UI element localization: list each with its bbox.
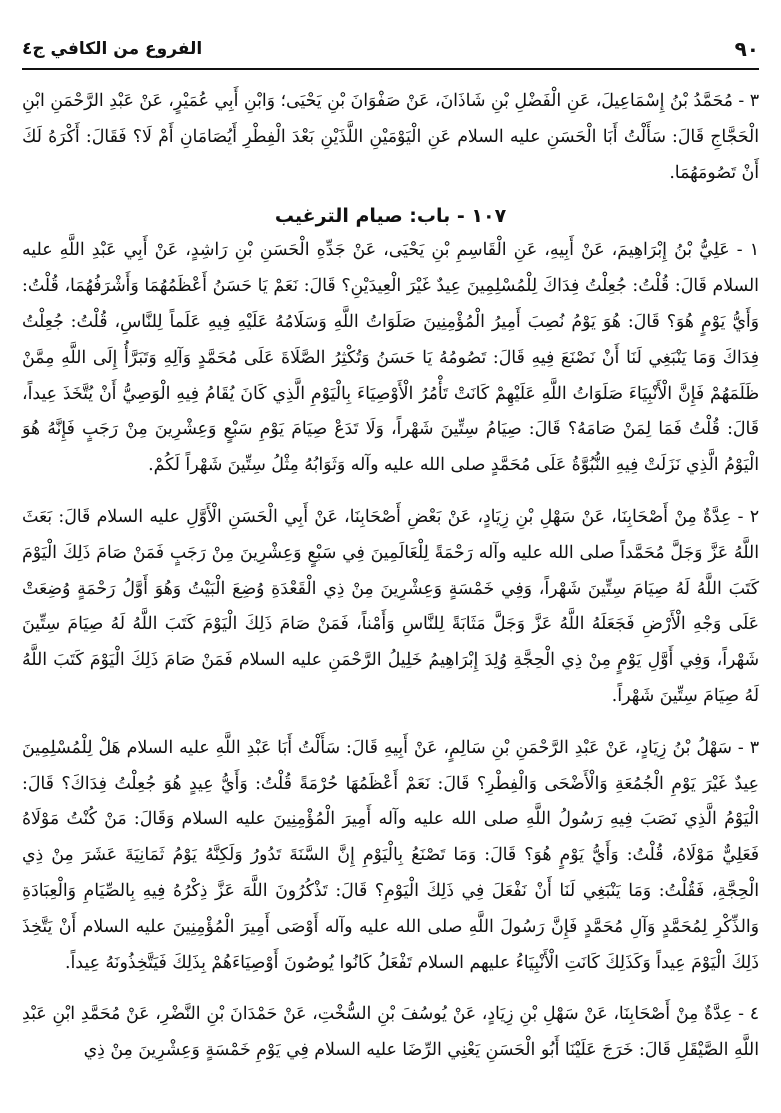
chapter-heading: ١٠٧ - باب: صيام الترغيب: [274, 205, 507, 228]
page-number: ٩٠: [734, 37, 759, 61]
paragraph-spacer: [22, 981, 759, 997]
hadith-paragraph-4: ٤ - عِدَّةٌ مِنْ أَصْحَابِنَا، عَنْ سَهْلِ بْنِ زِيَادٍ، عَنْ يُوسُفَ بْنِ السُّخْتِ، عَنْ حَمْدَانَ بْنِ النَّضْرِ، عَنْ مُحَمَّدِ ابْنِ عَبْدِ اللَّهِ الصَّيْقَلِ قَالَ: خَرَجَ عَلَيْنَا أَبُو الْحَسَنِ يَعْنِي الرِّضَا عليه السلام فِي يَوْمِ خَمْسَةٍ وَعِشْرِينَ مِنْ ذِي: [22, 1004, 759, 1061]
paragraph-spacer: [22, 715, 759, 731]
header-rule: [22, 68, 759, 70]
hadith-paragraph-1: ١ - عَلِيُّ بْنُ إِبْرَاهِيمَ، عَنْ أَبِيهِ، عَنِ الْقَاسِمِ بْنِ يَحْيَى، عَنْ جَدِّهِ الْحَسَنِ بْنِ رَاشِدٍ، عَنْ أَبِي عَبْدِ اللَّهِ عليه السلام قَالَ: قُلْتُ: جُعِلْتُ فِدَاكَ لِلْمُسْلِمِينَ عِيدٌ غَيْرَ الْعِيدَيْنِ؟ قَالَ: نَعَمْ يَا حَسَنُ أَعْظَمُهُمَا وَأَشْرَفُهُمَا، قُلْتُ: وَأَيُّ يَوْمٍ هُوَ؟ قَالَ: هُوَ يَوْمُ نُصِبَ أَمِيرُ الْمُؤْمِنِينَ صَلَوَاتُ اللَّهِ وَسَلَامُهُ عَلَيْهِ فِيهِ عَلَماً لِلنَّاسِ، قُلْتُ: جُعِلْتُ فِدَاكَ وَمَا يَنْبَغِي لَنَا أَنْ نَصْنَعَ فِيهِ قَالَ: تَصُومُهُ يَا حَسَنُ وَتُكْثِرُ الصَّلَاةَ عَلَى مُحَمَّدٍ وَآلِهِ وَتَبَرَّأُ إِلَى اللَّهِ مِمَّنْ ظَلَمَهُمْ فَإِنَّ الْأَنْبِيَاءَ صَلَوَاتُ اللَّهِ عَلَيْهِمْ كَانَتْ تَأْمُرُ الْأَوْصِيَاءَ بِالْيَوْمِ الَّذِي كَانَ يُقَامُ فِيهِ الْوَصِيُّ أَنْ يُتَّخَذَ عِيداً، قَالَ: قُلْتُ فَمَا لِمَنْ صَامَهُ؟ قَالَ: صِيَامُ سِتِّينَ شَهْراً، وَلَا تَدَعْ صِيَامَ يَوْمِ سَبْعٍ وَعِشْرِينَ مِنْ رَجَبٍ فَإِنَّهُ هُوَ الْيَوْمُ الَّذِي نَزَلَتْ فِيهِ النُّبُوَّةُ عَلَى مُحَمَّدٍ صلى الله عليه وآله وَثَوَابُهُ مِثْلُ سِتِّينَ شَهْراً لَكُمْ.: [22, 240, 759, 476]
page-header: [22, 34, 759, 64]
hadith-paragraph-top: ٣ - مُحَمَّدُ بْنُ إِسْمَاعِيلَ، عَنِ الْفَضْلِ بْنِ شَاذَانَ، عَنْ صَفْوَانَ بْنِ يَحْيَى؛ وَابْنِ أَبِي عُمَيْرٍ، عَنْ عَبْدِ الرَّحْمَنِ ابْنِ الْحَجَّاجِ قَالَ: سَأَلْتُ أَبَا الْحَسَنِ عليه السلام عَنِ الْيَوْمَيْنِ اللَّذَيْنِ بَعْدَ الْفِطْرِ أَيُصَامَانِ أَمْ لَا؟ فَقَالَ: أَكْرَهُ لَكَ أَنْ تَصُومَهُمَا.: [22, 91, 759, 183]
hadith-paragraph-3: ٣ - سَهْلُ بْنُ زِيَادٍ، عَنْ عَبْدِ الرَّحْمَنِ بْنِ سَالِمٍ، عَنْ أَبِيهِ قَالَ: سَأَلْتُ أَبَا عَبْدِ اللَّهِ عليه السلام هَلْ لِلْمُسْلِمِينَ عِيدٌ غَيْرَ يَوْمِ الْجُمُعَةِ وَالْأَضْحَى وَالْفِطْرِ؟ قَالَ: نَعَمْ أَعْظَمُهَا حُرْمَةً قُلْتُ: وَأَيُّ عِيدٍ هُوَ جُعِلْتُ فِدَاكَ؟ قَالَ: الْيَوْمُ الَّذِي نَصَبَ فِيهِ رَسُولُ اللَّهِ صلى الله عليه وآله أَمِيرَ الْمُؤْمِنِينَ عليه السلام وَقَالَ: مَنْ كُنْتُ مَوْلَاهُ فَعَلِيٌّ مَوْلَاهُ، قُلْتُ: وَأَيُّ يَوْمٍ هُوَ؟ قَالَ: وَمَا تَصْنَعُ بِالْيَوْمِ إِنَّ السَّنَةَ تَدُورُ وَلَكِنَّهُ يَوْمُ ثَمَانِيَةَ عَشَرَ مِنْ ذِي الْحِجَّةِ، فَقُلْتُ: وَمَا يَنْبَغِي لَنَا أَنْ نَفْعَلَ فِي ذَلِكَ الْيَوْمِ؟ قَالَ: تَذْكُرُونَ اللَّهَ عَزَّ ذِكْرُهُ فِيهِ بِالصِّيَامِ وَالْعِبَادَةِ وَالذِّكْرِ لِمُحَمَّدٍ وَآلِ مُحَمَّدٍ فَإِنَّ رَسُولَ اللَّهِ صلى الله عليه وآله أَوْصَى أَمِيرَ الْمُؤْمِنِينَ عليه السلام أَنْ يَتَّخِذَ ذَلِكَ الْيَوْمَ عِيداً وَكَذَلِكَ كَانَتِ الْأَنْبِيَاءُ عليهم السلام تَفْعَلُ كَانُوا يُوصُونَ أَوْصِيَاءَهُمْ بِذَلِكَ فَيَتَّخِذُونَهُ عِيداً.: [22, 737, 759, 973]
book-title: الفروع من الكافي ج٤: [22, 39, 203, 59]
hadith-paragraph-2: ٢ - عِدَّةٌ مِنْ أَصْحَابِنَا، عَنْ سَهْلِ بْنِ زِيَادٍ، عَنْ بَعْضِ أَصْحَابِنَا، عَنْ أَبِي الْحَسَنِ الْأَوَّلِ عليه السلام قَالَ: بَعَثَ اللَّهُ عَزَّ وَجَلَّ مُحَمَّداً صلى الله عليه وآله رَحْمَةً لِلْعَالَمِينَ فِي سَبْعٍ وَعِشْرِينَ مِنْ رَجَبٍ فَمَنْ صَامَ ذَلِكَ الْيَوْمَ كَتَبَ اللَّهُ لَهُ صِيَامَ سِتِّينَ شَهْراً، وَفِي خَمْسَةٍ وَعِشْرِينَ مِنْ ذِي الْقَعْدَةِ وُضِعَ الْبَيْتُ وَهُوَ أَوَّلُ رَحْمَةٍ وُضِعَتْ عَلَى وَجْهِ الْأَرْضِ فَجَعَلَهُ اللَّهُ عَزَّ وَجَلَّ مَثَابَةً لِلنَّاسِ وَأَمْناً، فَمَنْ صَامَ ذَلِكَ الْيَوْمَ كَتَبَ اللَّهُ لَهُ صِيَامَ سِتِّينَ شَهْراً، وَفِي أَوَّلِ يَوْمٍ مِنْ ذِي الْحِجَّةِ وُلِدَ إِبْرَاهِيمُ خَلِيلُ الرَّحْمَنِ عليه السلام فَمَنْ صَامَ ذَلِكَ الْيَوْمَ كَتَبَ اللَّهُ لَهُ صِيَامَ سِتِّينَ شَهْراً.: [22, 506, 759, 706]
paragraph-spacer: [22, 484, 759, 500]
